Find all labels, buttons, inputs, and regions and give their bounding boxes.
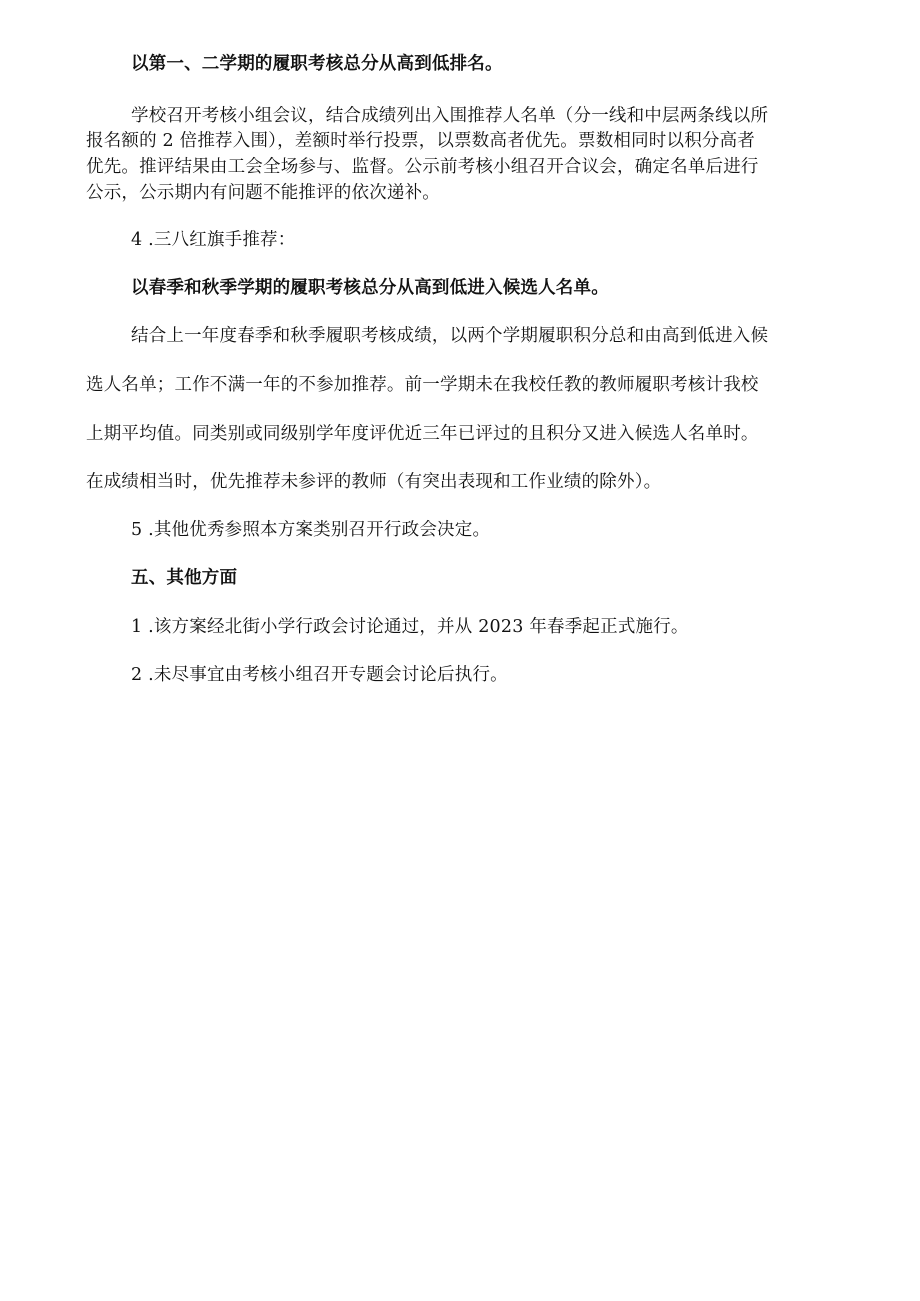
item4-subheading: 以春季和秋季学期的履职考核总分从高到低进入候选人名单。	[131, 278, 609, 298]
paragraph-line: 优先。推评结果由工会全场参与、监督。公示前考核小组召开合议会，确定名单后进行	[86, 157, 759, 177]
paragraph-line: 学校召开考核小组会议，结合成绩列出入围推荐人名单（分一线和中层两条线以所	[131, 106, 769, 126]
paragraph-line: 结合上一年度春季和秋季履职考核成绩，以两个学期履职积分总和由高到低进入候	[131, 326, 769, 346]
paragraph-line: 在成绩相当时，优先推荐未参评的教师（有突出表现和工作业绩的除外）。	[86, 472, 662, 492]
section5-item: 1 .该方案经北街小学行政会讨论通过，并从 2023 年春季起正式施行。	[131, 617, 689, 637]
paragraph-line: 上期平均值。同类别或同级别学年度评优近三年已评过的且积分又进入候选人名单时。	[86, 424, 759, 444]
section5-item: 2 .未尽事宜由考核小组召开专题会讨论后执行。	[131, 665, 508, 685]
item5-text: 5 .其他优秀参照本方案类别召开行政会决定。	[131, 520, 491, 540]
paragraph-line: 选人名单；工作不满一年的不参加推荐。前一学期未在我校任教的教师履职考核计我校	[86, 375, 759, 395]
section5-heading: 五、其他方面	[131, 568, 238, 588]
item4-heading: 4 .三八红旗手推荐：	[131, 230, 296, 250]
section4-subheading: 以第一、二学期的履职考核总分从高到低排名。	[131, 54, 503, 74]
paragraph-line: 报名额的 2 倍推荐入围），差额时举行投票，以票数高者优先。票数相同时以积分高者	[86, 131, 756, 151]
paragraph-line: 公示，公示期内有问题不能推评的依次递补。	[86, 183, 440, 203]
